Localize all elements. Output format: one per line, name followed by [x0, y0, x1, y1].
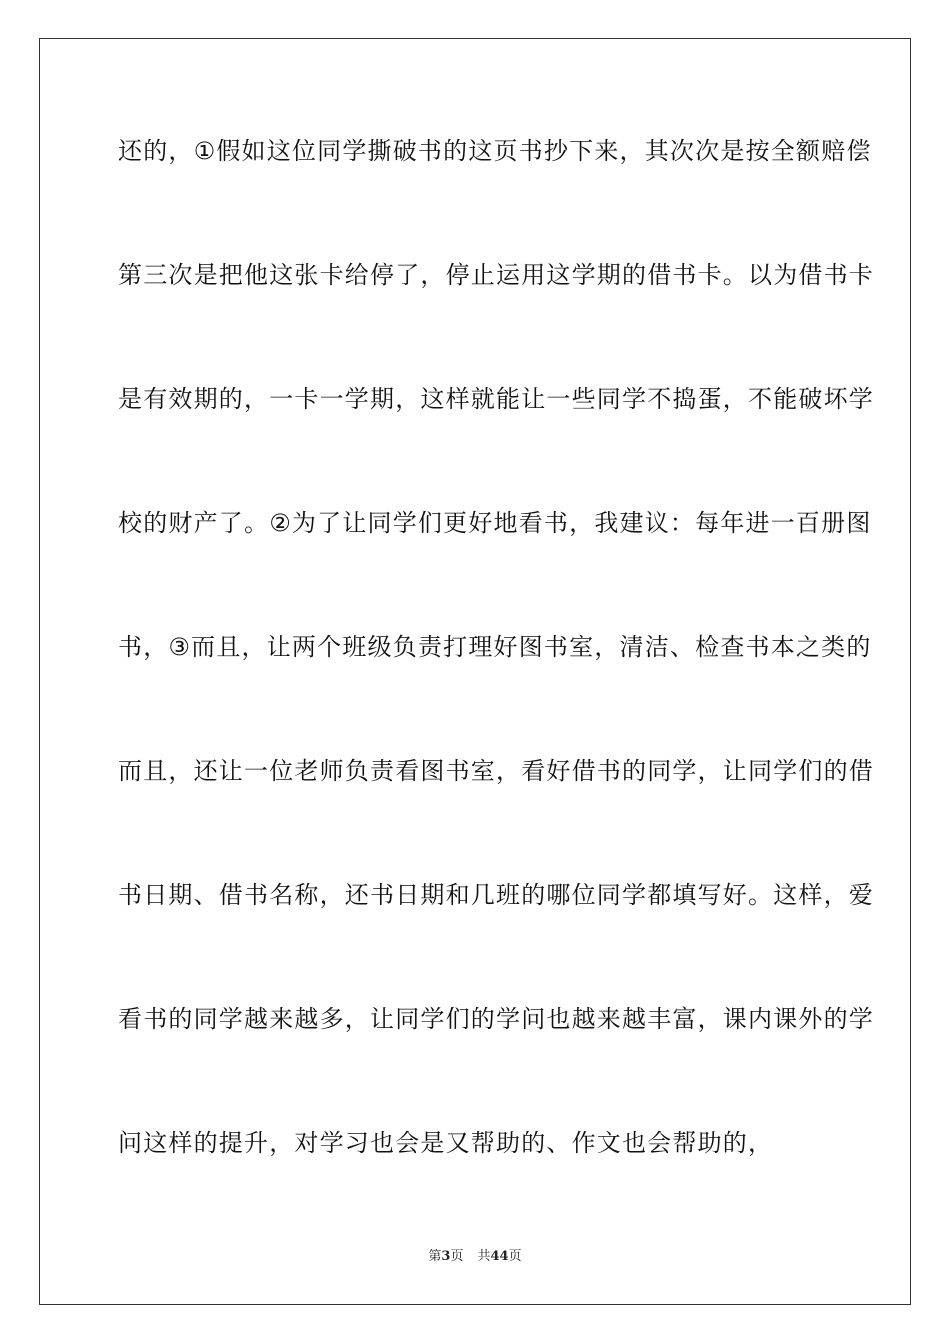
page-footer — [0, 1245, 950, 1264]
text-line-1: 还的，①假如这位同学撕破书的这页书抄下来，其次次是按全额赔偿 — [118, 137, 872, 165]
text-line-9: 问这样的提升，对学习也会是又帮助的、作文也会帮助的， — [118, 1129, 774, 1157]
page-suffix: 页 — [450, 1249, 464, 1264]
total-prefix: 共 — [477, 1249, 491, 1264]
text-line-6: 而且，还让一位老师负责看图书室，看好借书的同学，让同学们的借 — [118, 757, 874, 785]
body-text — [118, 127, 874, 1243]
text-line-2: 第三次是把他这张卡给停了，停止运用这学期的借书卡。以为借书卡 — [118, 261, 874, 289]
text-line-7: 书日期、借书名称，还书日期和几班的哪位同学都填写好。这样，爱 — [118, 881, 874, 909]
total-pages: 44 — [490, 1249, 509, 1264]
total-suffix: 页 — [508, 1249, 522, 1264]
text-line-5: 书，③而且，让两个班级负责打理好图书室，清洁、检查书本之类的 — [118, 633, 872, 661]
text-line-8: 看书的同学越来越多，让同学们的学问也越来越丰富，课内课外的学 — [118, 1005, 874, 1033]
text-line-3: 是有效期的，一卡一学期，这样就能让一些同学不捣蛋，不能破坏学 — [118, 385, 874, 413]
page-number: 3 — [441, 1249, 451, 1264]
text-line-4: 校的财产了。②为了让同学们更好地看书，我建议：每年进一百册图 — [118, 509, 872, 537]
page-prefix: 第 — [428, 1249, 442, 1264]
